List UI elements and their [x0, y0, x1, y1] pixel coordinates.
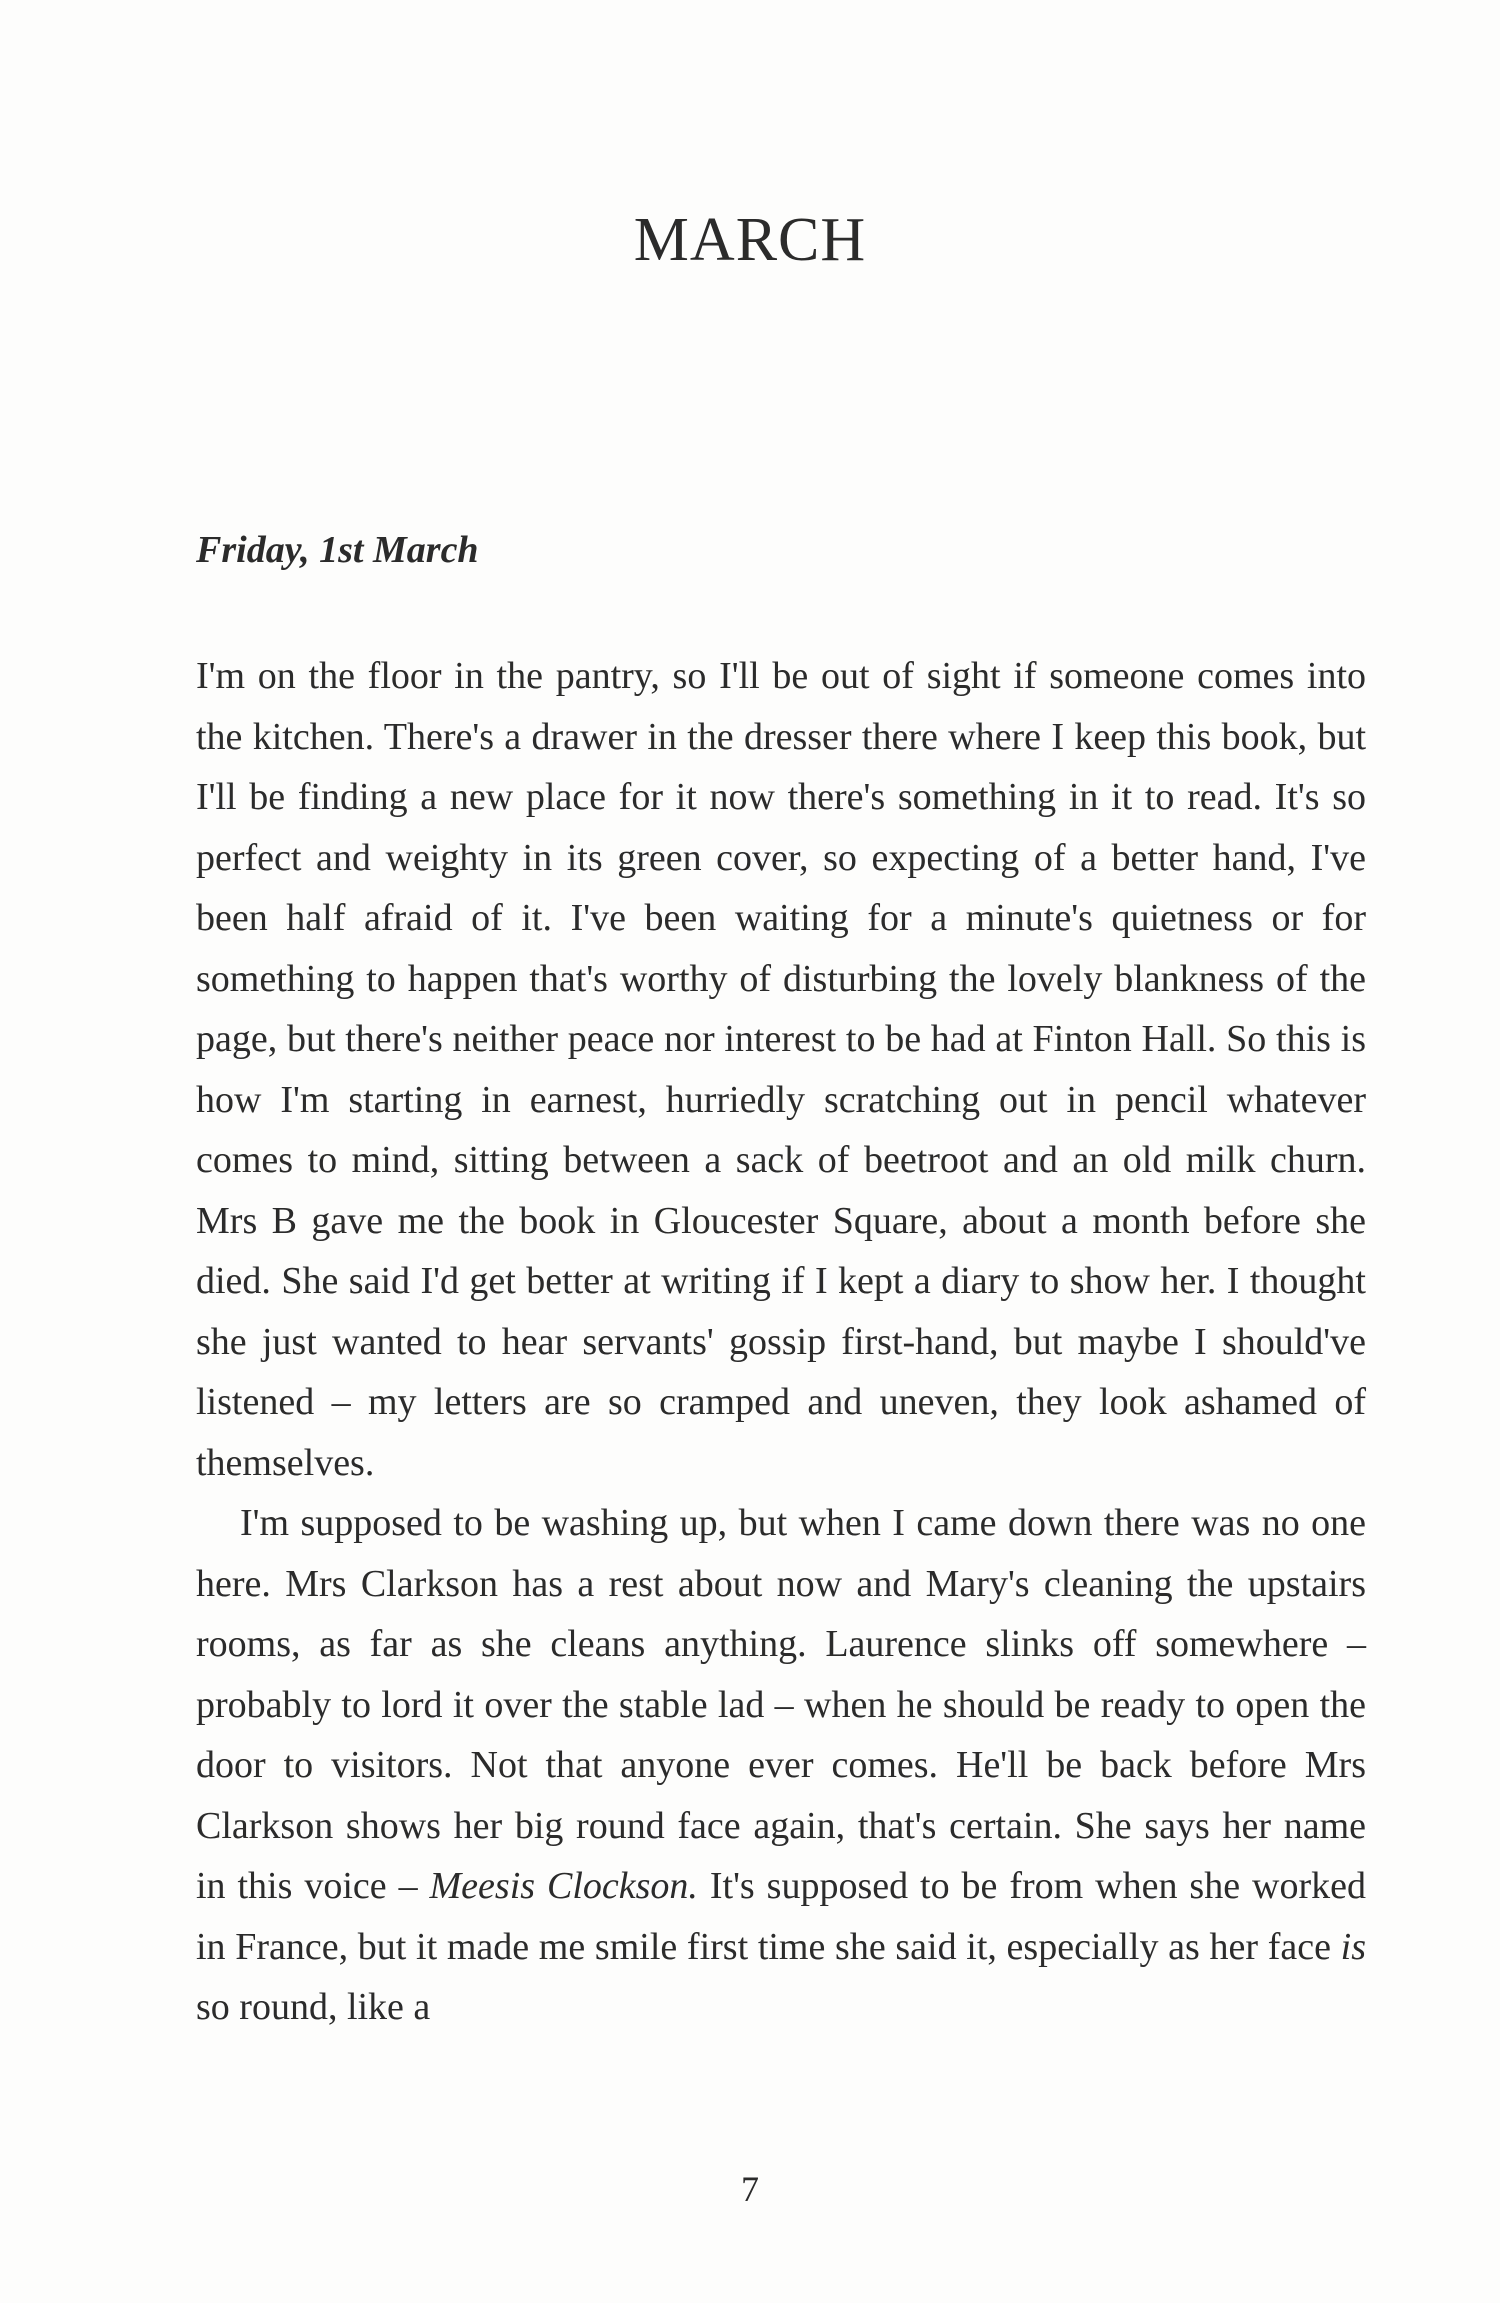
paragraph-2-text-c: so round, like a [196, 1986, 431, 2028]
paragraph-2-emphasis-a: Meesis Clockson. [429, 1865, 698, 1907]
paragraph-2-text-b: It's supposed to be from when she worked in France, but it made me smile first time she said it, especially as her face [196, 1865, 1366, 1968]
diary-entry-date: Friday, 1st March [196, 529, 479, 571]
paragraph-2-emphasis-b: is [1340, 1925, 1366, 1968]
paragraph-2-text-a: I'm supposed to be washing up, but when I came down there was no one here. Mrs Clarkson has a rest about now and Mary's cleaning the upstairs rooms, as far as she cleans anything. Laurence slinks off somewhere – probably to lord it over the stable lad – when he should be ready to open the door to visitors. Not that anyone ever comes. He'll be back before Mrs Clarkson shows her big round face again, that's certain. She says her name in this voice – [196, 1502, 1366, 1907]
paragraph-2 [196, 1493, 1366, 2038]
paragraph-1: I'm on the floor in the pantry, so I'll be out of sight if someone comes into the kitchen. There's a drawer in the dresser there where I keep this book, but I'll be finding a new place for it now there's something in it to read. It's so perfect and weighty in its green cover, so expecting of a better hand, I've been half afraid of it. I've been waiting for a minute's quietness or for something to happen that's worthy of disturbing the lovely blankness of the page, but there's neither peace nor interest to be had at Finton Hall. So this is how I'm starting in earnest, hurriedly scratching out in pencil whatever comes to mind, sitting between a sack of beetroot and an old milk churn. Mrs B gave me the book in Gloucester Square, about a month before she died. She said I'd get better at writing if I kept a diary to show her. I thought she just wanted to hear servants' gossip first-hand, but maybe I should've listened – my letters are so cramped and uneven, they look ashamed of themselves. [196, 655, 1366, 1484]
chapter-title: MARCH [633, 206, 867, 274]
diary-entry-body [196, 646, 1366, 2038]
page-number: 7 [741, 2169, 759, 2209]
